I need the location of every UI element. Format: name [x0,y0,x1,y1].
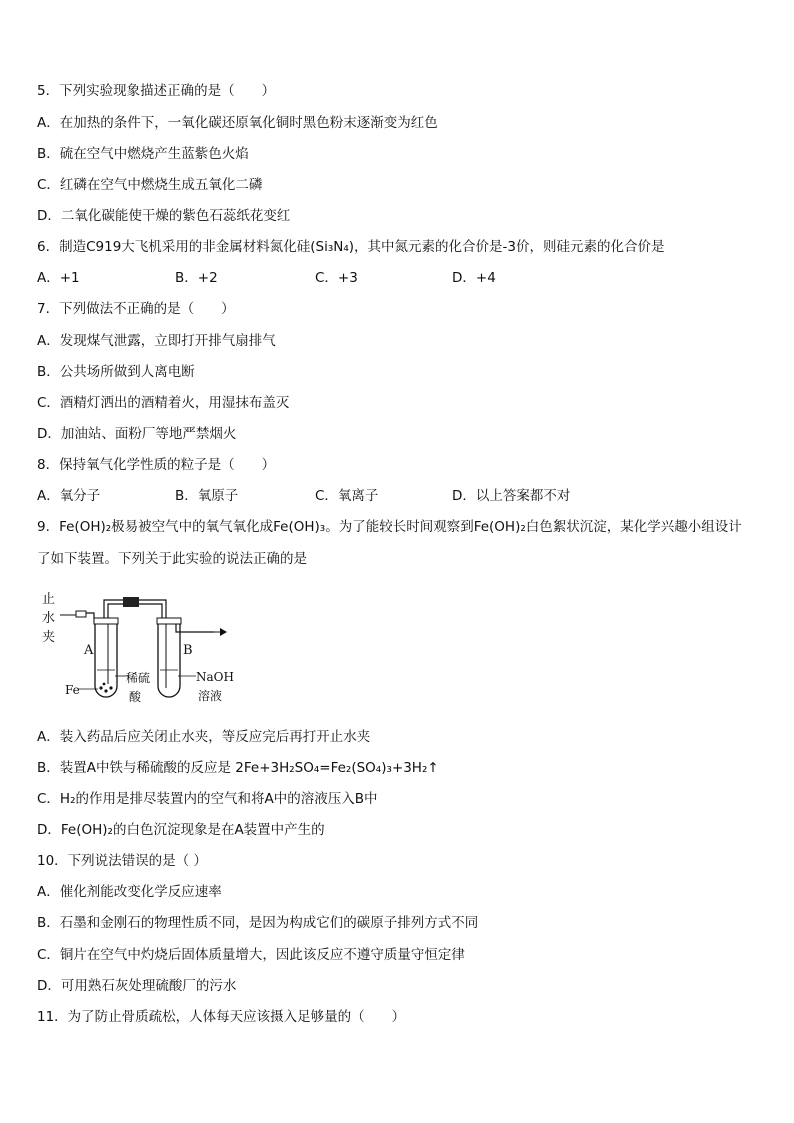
q7-option-a: A．发现煤气泄露，立即打开排气扇排气 [37,333,276,349]
label-a: A [84,643,94,658]
q9-apparatus-figure [38,588,248,708]
outlet-tube [176,624,214,632]
acid-label-2: 酸 [129,690,142,704]
clamp-label-3: 夹 [42,630,56,645]
q11-stem: 11．为了防止骨质疏松，人体每天应该摄入足够量的（ ） [37,1009,406,1025]
q6-stem: 6．制造C919大飞机采用的非金属材料氮化硅(Si₃N₄)，其中氮元素的化合价是-3价，则硅元素的化合价是 [37,239,665,255]
q9-option-b: B．装置A中铁与稀硫酸的反应是 2Fe+3H₂SO₄=Fe₂(SO₄)₃+3H₂↑ [37,760,439,776]
q5-option-c: C．红磷在空气中燃烧生成五氧化二磷 [37,177,263,193]
q8-option-d: D．以上答案都不对 [452,488,571,504]
q10-option-c: C．铜片在空气中灼烧后固体质量增大，因此该反应不遵守质量守恒定律 [37,947,465,963]
clamp-label-2: 水 [42,611,56,626]
q10-option-d: D．可用熟石灰处理硫酸厂的污水 [37,978,237,994]
gas-flow-arrow-icon [220,628,227,636]
q10-stem: 10．下列说法错误的是（ ） [37,853,207,869]
q7-stem: 7．下列做法不正确的是（ ） [37,301,235,317]
fe-particle [109,686,112,689]
q8-stem: 8．保持氧气化学性质的粒子是（ ） [37,457,276,473]
naoh-label-1: NaOH [196,670,234,684]
q5-option-d: D．二氧化碳能使干燥的紫色石蕊纸花变红 [37,208,291,224]
water-clamp [76,611,86,617]
tube-a-stopper [94,618,118,624]
tube-b [158,624,180,697]
q5-option-b: B．硫在空气中燃烧产生蓝紫色火焰 [37,146,249,162]
q6-option-c: C．+3 [315,270,358,286]
naoh-label-2: 溶液 [198,689,223,703]
acid-label-1: 稀硫 [126,671,151,685]
q9-stem-line-1: 9．Fe(OH)₂极易被空气中的氧气氧化成Fe(OH)₃。为了能较长时间观察到Fe(OH)₂白色絮状沉淀，某化学兴趣小组设计 [37,519,742,535]
q8-option-a: A．氧分子 [37,488,101,504]
fe-particle [104,689,107,692]
q10-option-b: B．石墨和金刚石的物理性质不同，是因为构成它们的碳原子排列方式不同 [37,915,479,931]
fe-particle [103,683,106,686]
q7-option-d: D．加油站、面粉厂等地严禁烟火 [37,426,237,442]
clamp-label-1: 止 [42,592,56,607]
q9-option-a: A．装入药品后应关闭止水夹，等反应完后再打开止水夹 [37,729,371,745]
q9-option-c: C．H₂的作用是排尽装置内的空气和将A中的溶液压入B中 [37,791,378,807]
tube-a [95,624,117,697]
tube-b-stopper [157,618,181,624]
q5-option-a: A．在加热的条件下，一氧化碳还原氧化铜时黑色粉末逐渐变为红色 [37,115,438,131]
q6-option-b: B．+2 [175,270,218,286]
fe-particle [99,686,102,689]
q8-option-c: C．氧离子 [315,488,379,504]
q7-option-b: B．公共场所做到人离电断 [37,364,195,380]
q9-stem-line-2: 了如下装置。下列关于此实验的说法正确的是 [37,551,307,567]
q10-option-a: A．催化剂能改变化学反应速率 [37,884,222,900]
q9-option-d: D．Fe(OH)₂的白色沉淀现象是在A装置中产生的 [37,822,325,838]
q7-option-c: C．酒精灯洒出的酒精着火，用湿抹布盖灭 [37,395,290,411]
q6-option-a: A．+1 [37,270,80,286]
q6-option-d: D．+4 [452,270,496,286]
label-fe: Fe [65,683,80,697]
q5-stem: 5．下列实验现象描述正确的是（ ） [37,83,276,99]
rubber-connector [123,597,139,607]
label-b: B [183,643,193,658]
q8-option-b: B．氧原子 [175,488,239,504]
